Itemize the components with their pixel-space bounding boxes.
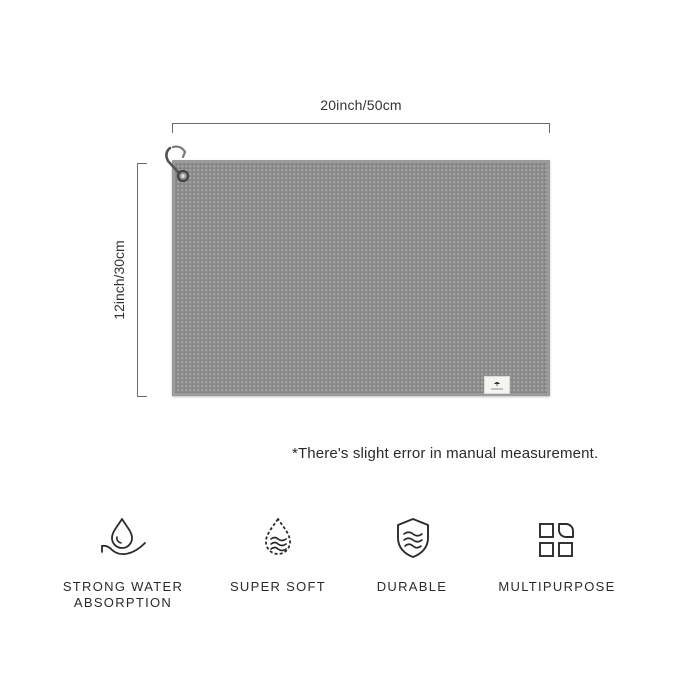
width-dimension-line (172, 123, 550, 133)
measurement-disclaimer: *There's slight error in manual measurement. (292, 445, 599, 462)
feature-label-multipurpose: MULTIPURPOSE (498, 579, 616, 594)
soft-drop-waves-icon (256, 516, 300, 560)
feature-label-strong-water-absorption (55, 579, 191, 611)
width-dimension-label: 20inch/50cm (320, 97, 402, 113)
feature-label-line: STRONG WATER (62, 579, 184, 594)
water-drop-hand-icon (99, 516, 149, 560)
height-dimension-line (137, 163, 147, 397)
towel-image (172, 160, 550, 396)
carabiner-icon (161, 143, 191, 185)
feature-label-super-soft: SUPER SOFT (229, 579, 327, 594)
shield-waves-icon (391, 516, 435, 560)
height-dimension-label: 12inch/30cm (111, 240, 127, 320)
towel-brand-tag (484, 376, 510, 394)
grid-shapes-icon (536, 520, 576, 560)
feature-label-line: ABSORPTION (73, 595, 173, 610)
feature-label-durable: DURABLE (376, 579, 448, 594)
